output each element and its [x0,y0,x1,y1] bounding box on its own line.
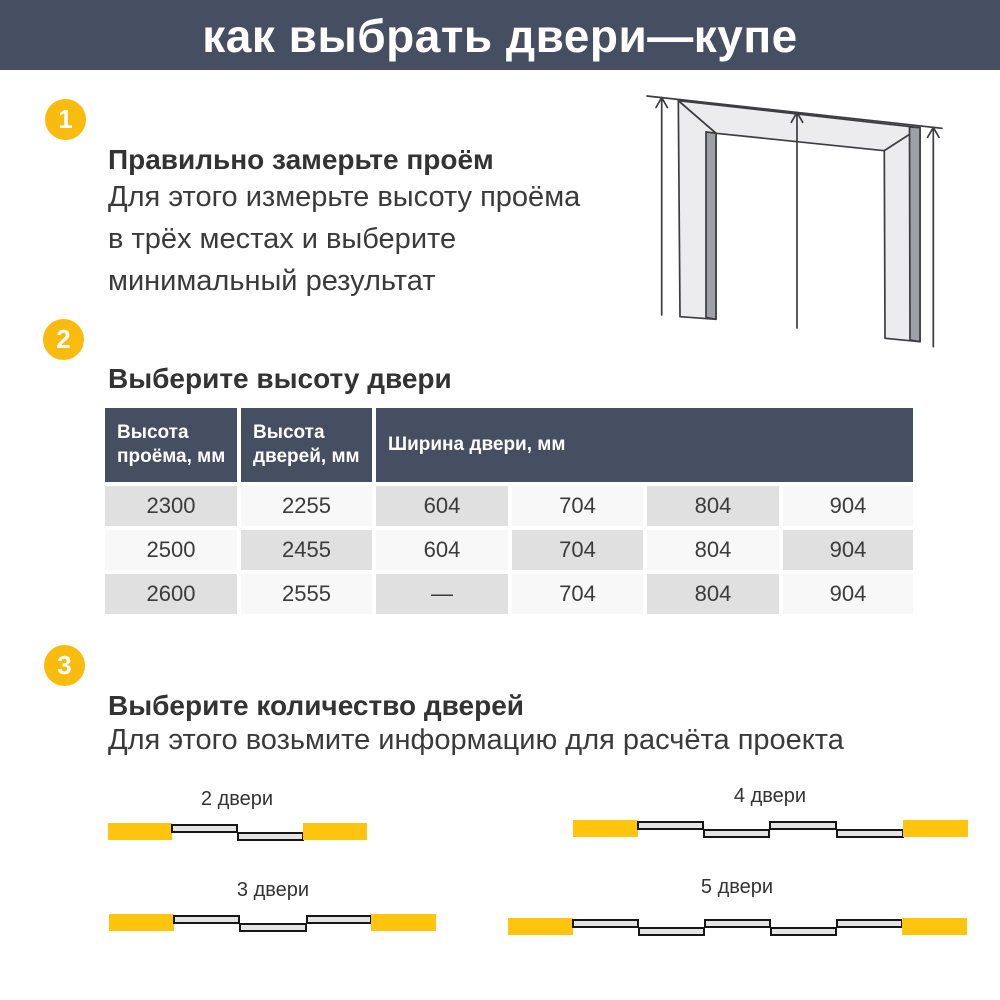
step-2-heading: Выберите высоту двери [108,363,452,394]
wall-segment [902,918,967,935]
door-frame-shape [678,101,920,342]
title-banner [0,0,1000,70]
step-2-badge: 2 [43,319,84,360]
table-header-door-height: Высота дверей, мм [241,408,372,482]
step-1-body [108,176,580,302]
step-1-body-line: минимальный результат [108,265,436,297]
door-panel [836,829,904,838]
table-cell: 604 [376,486,508,526]
diagram-label-5-doors: 5 двери [700,876,774,898]
diagram-label-3-doors: 3 двери [236,879,310,901]
step-3-heading: Выберите количество дверей [108,690,524,721]
table-header-door-width: Ширина двери, мм [376,408,913,482]
diagram-label-2-doors: 2 двери [200,788,274,810]
step-1-badge: 1 [45,99,86,140]
door-panel [770,927,837,936]
table-cell: 804 [647,530,779,570]
door-panel [239,923,307,932]
table-header-opening-height: Высота проёма, мм [105,408,237,482]
table-cell: 2455 [241,530,372,570]
door-panel [703,829,770,838]
table-cell: 2555 [241,574,372,614]
wall-segment [108,823,172,840]
table-cell: 904 [783,486,913,526]
table-cell: 704 [512,486,643,526]
door-panel [637,821,704,830]
wall-segment [303,823,367,840]
door-panel [836,919,903,928]
door-panel [572,919,639,928]
table-cell: 2600 [105,574,237,614]
step-1-body-line: Для этого измерьте высоту проёма [108,181,581,213]
wall-segment [109,914,174,931]
door-panel [769,821,837,830]
step-3-badge: 3 [44,645,85,686]
table-cell: — [376,574,508,614]
measurement-arrow-center [791,112,802,328]
step-1-body-line: в трёх местах и выберите [108,223,457,255]
door-height-table [105,408,913,614]
door-panel [173,915,240,924]
table-cell: 704 [512,574,643,614]
door-panel [171,824,238,833]
table-cell: 904 [783,574,913,614]
door-frame-illustration [630,80,1000,360]
table-cell: 804 [647,574,779,614]
table-cell: 604 [376,530,508,570]
page-title: как выбрать двери—купе [202,10,798,62]
door-panel [704,919,771,928]
step-1-heading: Правильно замерьте проём [108,144,494,175]
wall-segment [371,914,436,931]
table-cell: 2255 [241,486,372,526]
door-panel [638,927,705,936]
table-cell: 2500 [105,530,237,570]
table-cell: 2300 [105,486,237,526]
wall-segment [903,820,968,837]
door-panel [306,915,372,924]
table-cell: 704 [512,530,643,570]
wall-segment [573,820,638,837]
step-3-body-line: Для этого возьмите информацию для расчёта проекта [108,724,844,756]
door-panel [237,832,304,841]
diagram-label-4-doors: 4 двери [733,785,807,807]
measurement-arrow-right [928,127,939,346]
table-cell: 804 [647,486,779,526]
table-cell: 904 [783,530,913,570]
wall-segment [508,918,573,935]
measurement-arrow-left [656,98,667,315]
step-3-body [108,722,844,758]
